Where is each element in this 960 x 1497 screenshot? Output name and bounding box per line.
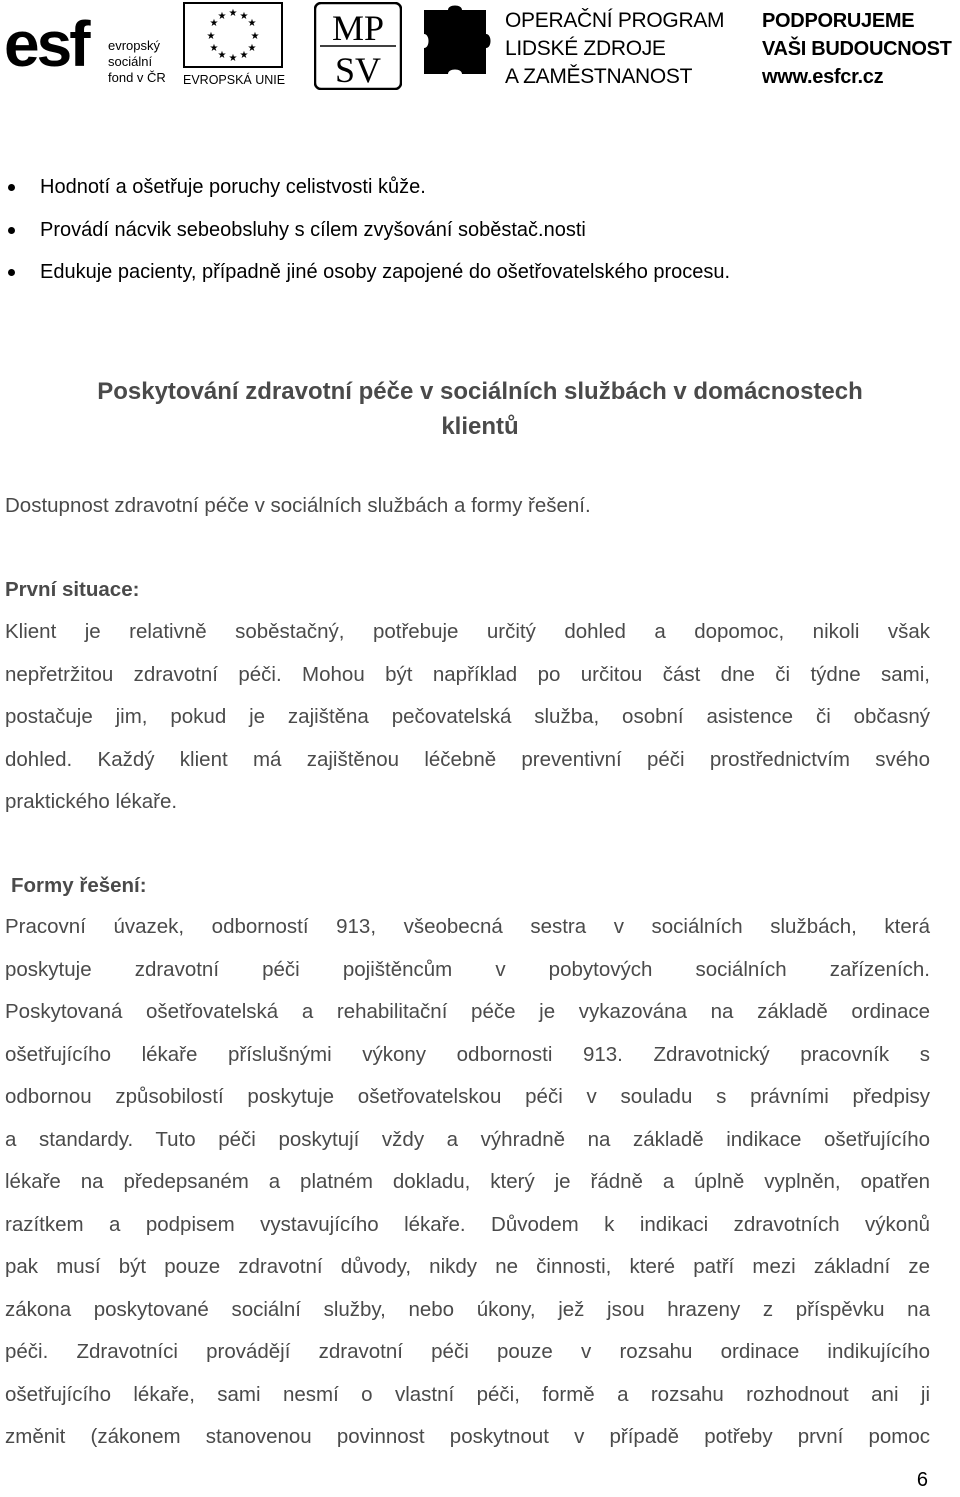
solutions-label: Formy řešení: — [11, 874, 147, 897]
svg-text:★: ★ — [239, 11, 249, 22]
logo-strip — [0, 0, 960, 95]
paragraph-line: a standardy. Tuto péči poskytují vždy a výhradně na základě indikace ošetřujícího — [5, 1127, 930, 1151]
paragraph-line: ošetřujícího lékaře, sami nesmí o vlastní péči, formě a rozsahu rozhodnout ani ji — [5, 1382, 930, 1406]
op-program-name — [505, 7, 750, 91]
svg-text:★: ★ — [206, 31, 216, 42]
section-heading-line-2: klientů — [441, 413, 519, 440]
paragraph-line: poskytuje zdravotní péči pojištěncům v pobytových sociálních zařízeních. — [5, 957, 930, 981]
svg-text:★: ★ — [239, 50, 249, 61]
section-intro — [5, 485, 930, 528]
paragraph-line: péči. Zdravotníci provádějí zdravotní péči pouze v rozsahu ordinace indikujícího — [5, 1340, 930, 1363]
bullet-icon — [8, 269, 15, 276]
eu-logo — [183, 2, 288, 92]
mpsv-logo-top: MP — [331, 8, 385, 48]
paragraph-line: postačuje jim, pokud je zajištěna pečovatelská služba, osobní asistence či občasný — [5, 705, 930, 728]
eu-stars-icon — [183, 2, 283, 68]
paragraph-line: nepřetržitou zdravotní péči. Mohou být například po určitou část dne či týdne sami, — [5, 662, 930, 686]
support-url: www.esfcr.cz — [762, 66, 884, 88]
list-item — [0, 251, 960, 294]
list-item — [0, 166, 960, 209]
list-item-text: Edukuje pacienty, případně jiné osoby zapojené do ošetřovatelského procesu. — [40, 261, 731, 283]
paragraph-line: pak musí být pouze zdravotní důvody, nikdy ne činnosti, které patří mezi základní ze — [5, 1255, 930, 1278]
op-line-1: OPERAČNÍ PROGRAM — [505, 9, 725, 32]
situation-label: První situace: — [5, 578, 140, 601]
section-heading-line-1: Poskytování zdravotní péče v sociálních službách v domácnostech — [97, 378, 863, 405]
paragraph-line: ošetřujícího lékaře příslušnými výkony odbornosti 913. Zdravotnický pracovník s — [5, 1042, 930, 1066]
paragraph-line: změnit (zákonem stanovenou povinnost poskytnout v případě potřeby první pomoc — [5, 1425, 930, 1448]
paragraph-line: zákona poskytované sociální služby, nebo úkony, jež jsou hrazeny z příspěvku na — [5, 1297, 930, 1321]
svg-text:★: ★ — [228, 8, 238, 19]
page-number: 6 — [916, 1469, 928, 1491]
paragraph-line: Poskytovaná ošetřovatelská a rehabilitační péče je vykazována na základě ordinace — [5, 1000, 930, 1023]
paragraph-line: dohled. Každý klient má zajištěnou léčebně preventivní péči prostřednictvím svého — [5, 747, 930, 771]
svg-text:★: ★ — [228, 53, 238, 64]
op-line-2: LIDSKÉ ZDROJE — [505, 37, 666, 60]
svg-text:★: ★ — [217, 50, 227, 61]
esf-caption-line-1: evropský — [108, 38, 161, 53]
op-line-3: A ZAMĚSTNANOST — [505, 65, 693, 88]
section-intro-text: Dostupnost zdravotní péče v sociálních službách a formy řešení. — [5, 494, 591, 517]
puzzle-icon — [418, 4, 498, 89]
support-line-1: PODPORUJEME — [762, 10, 915, 32]
paragraph-line: Pracovní úvazek, odborností 913, všeobecná sestra v sociálních službách, která — [5, 915, 930, 938]
paragraph-line: razítkem a podpisem vystavujícího lékaře. Důvodem k indikaci zdravotních výkonů — [5, 1212, 930, 1236]
bullet-icon — [8, 184, 15, 191]
svg-text:★: ★ — [209, 43, 219, 54]
mpsv-logo-bottom: SV — [334, 50, 382, 90]
paragraph-line: Klient je relativně soběstačný, potřebuje určitý dohled a dopomoc, nikoli však — [5, 620, 930, 643]
esf-logo — [0, 0, 180, 95]
section-heading — [10, 374, 950, 444]
situation-paragraph — [5, 611, 930, 824]
list-item — [0, 209, 960, 252]
paragraph-line: lékaře na předepsaném a platném dokladu, který je řádně a úplně vyplněn, opatřen — [5, 1170, 930, 1193]
eu-caption: EVROPSKÁ UNIE — [183, 73, 286, 87]
esf-caption-line-3: fond v ČR — [108, 70, 166, 85]
esf-logo-letters: esf — [4, 8, 88, 80]
support-slogan — [762, 7, 960, 91]
bullet-icon — [8, 227, 15, 234]
list-item-text: Provádí nácvik sebeobsluhy s cílem zvyšování soběstač.nosti — [40, 218, 586, 241]
esf-caption-line-2: sociální — [108, 54, 153, 69]
esf-logo-caption — [108, 38, 188, 86]
svg-text:★: ★ — [250, 31, 260, 42]
paragraph-line: praktického lékaře. — [5, 790, 178, 813]
list-item-text: Hodnotí a ošetřuje poruchy celistvosti kůže. — [40, 176, 426, 198]
svg-text:★: ★ — [209, 18, 219, 29]
svg-text:★: ★ — [217, 11, 227, 22]
solutions-paragraph — [5, 906, 930, 1459]
paragraph-line: odbornou způsobilostí poskytuje ošetřovatelskou péči v souladu s právními předpisy — [5, 1085, 930, 1108]
svg-text:★: ★ — [247, 18, 257, 29]
bullet-list — [0, 166, 960, 294]
svg-text:★: ★ — [247, 43, 257, 54]
support-line-2: VAŠI BUDOUCNOST — [762, 38, 952, 60]
mpsv-logo — [314, 2, 402, 90]
